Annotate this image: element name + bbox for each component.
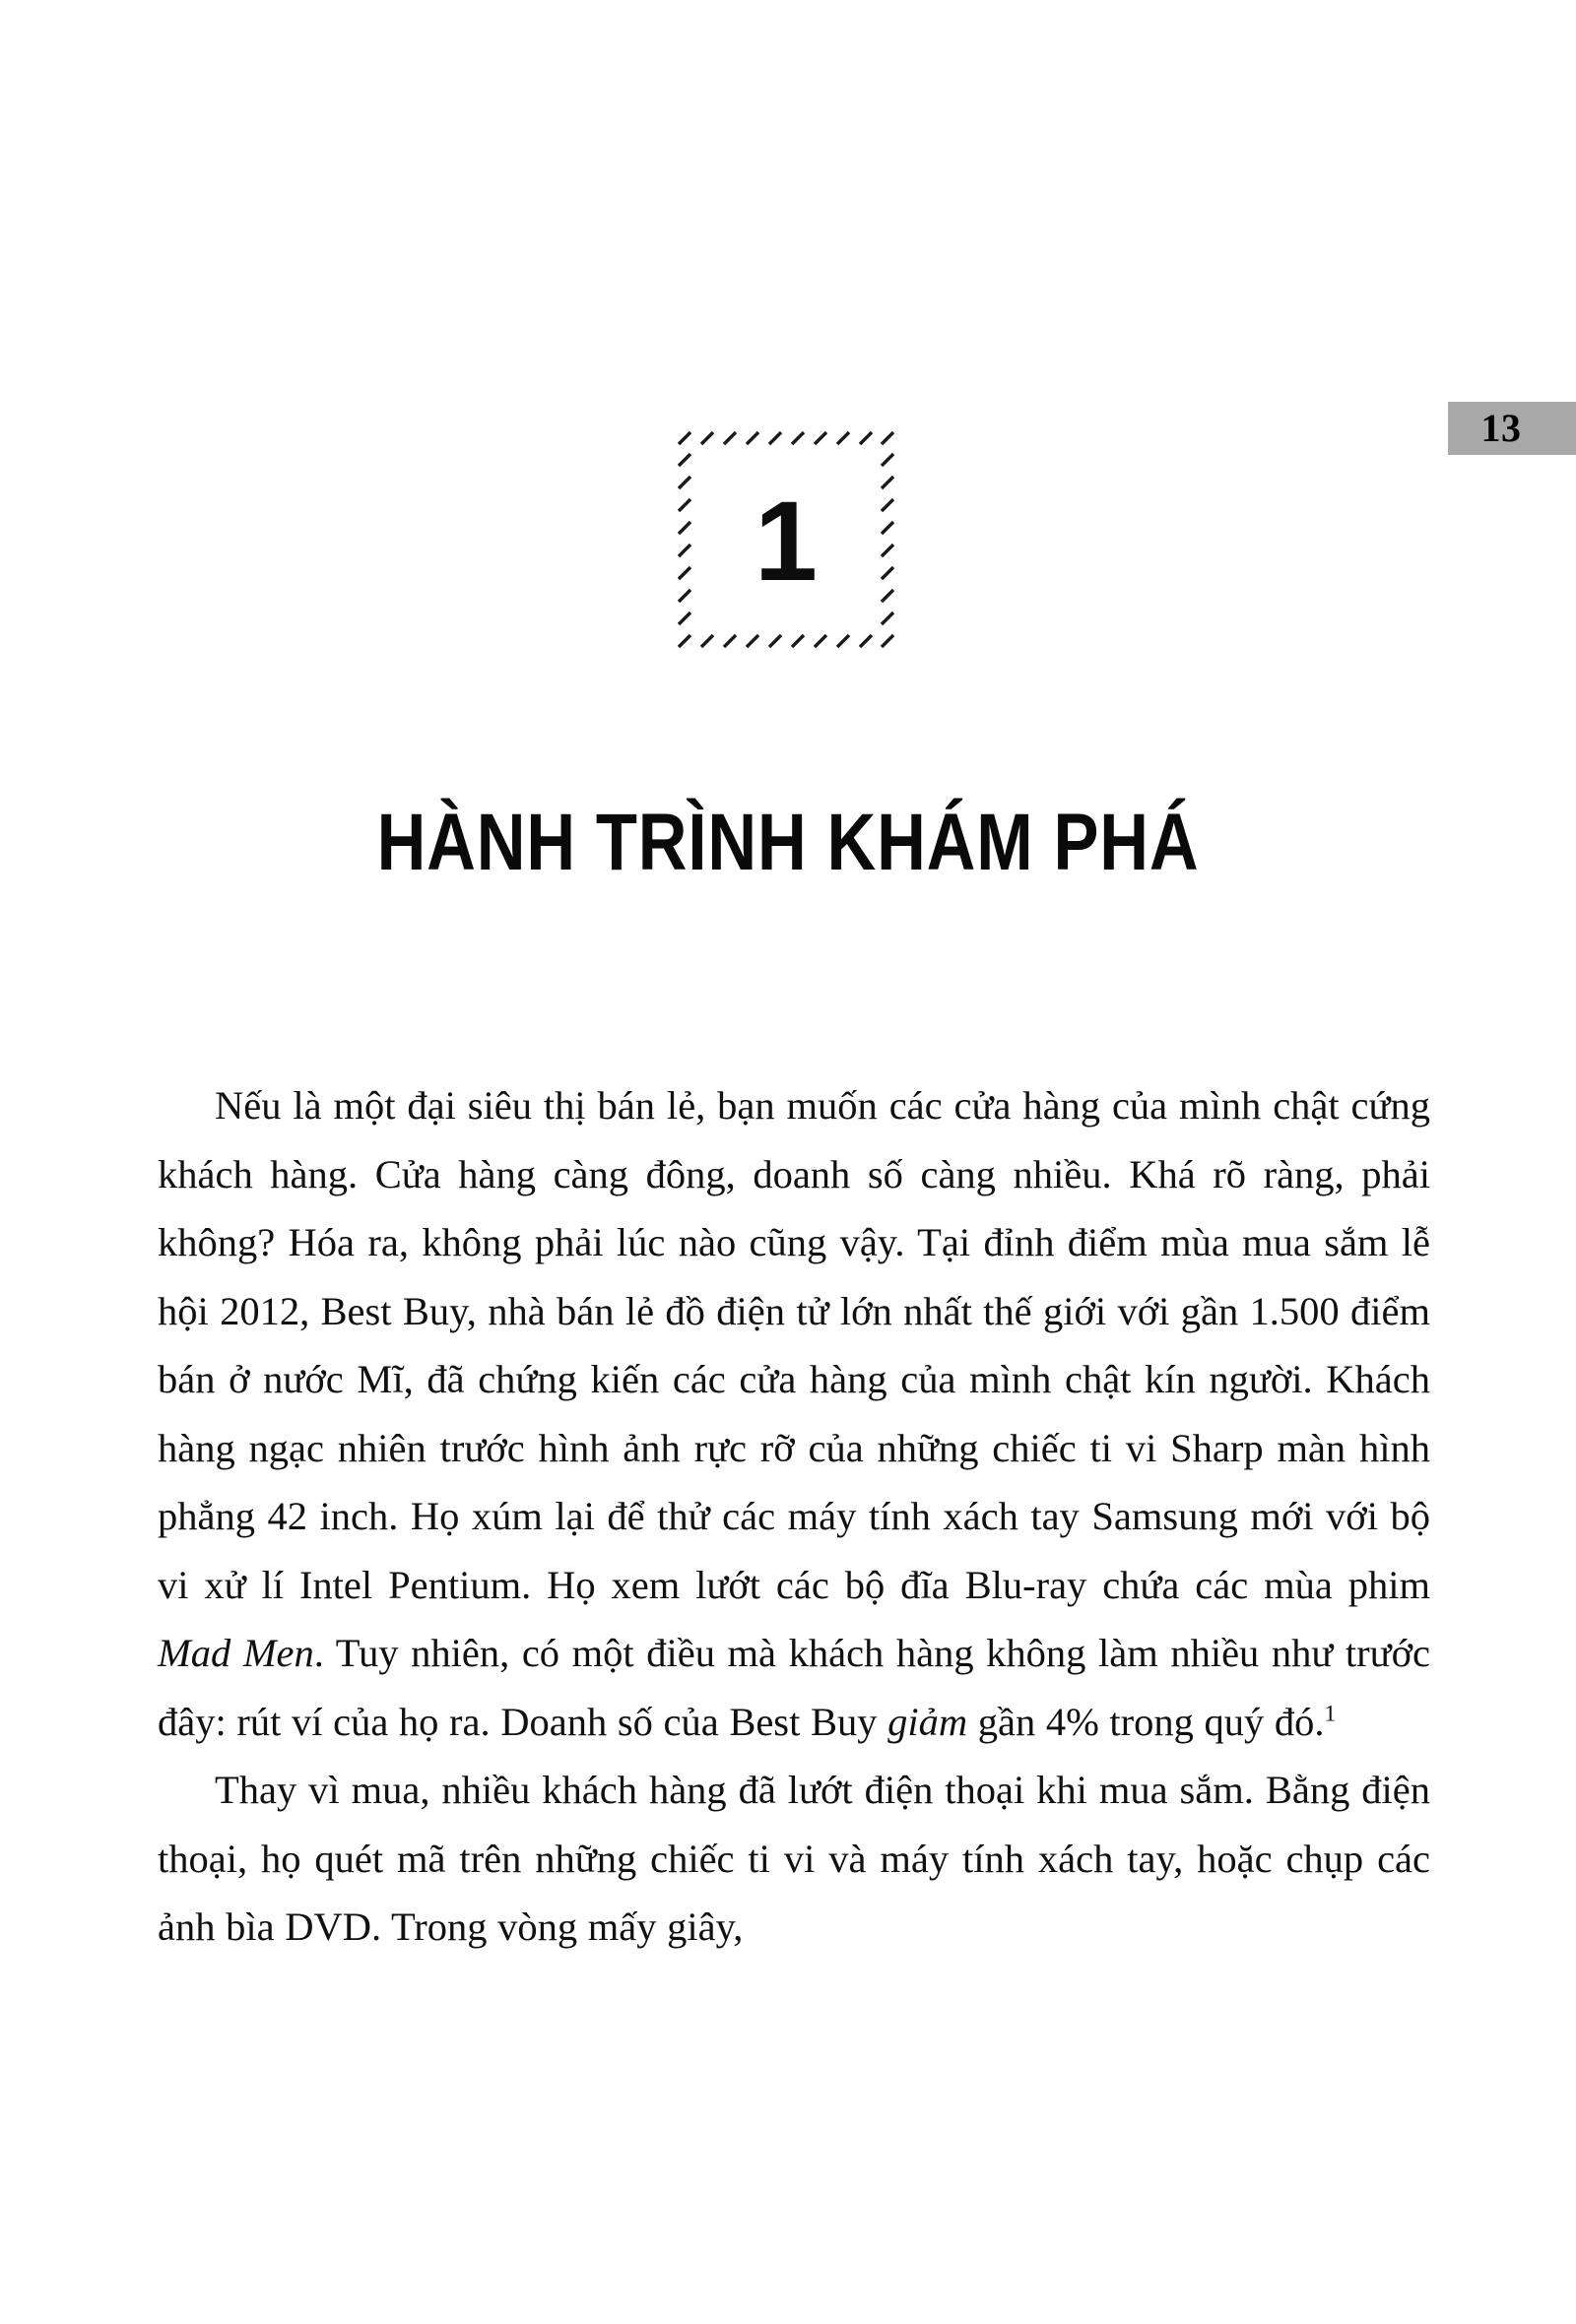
body-text bbox=[158, 1071, 1430, 1962]
chapter-number: 1 bbox=[755, 478, 818, 605]
page-number-badge bbox=[1448, 402, 1576, 455]
italic-run: Mad Men bbox=[158, 1631, 314, 1675]
footnote-marker: 1 bbox=[1324, 1701, 1337, 1726]
paragraph-2: Thay vì mua, nhiều khách hàng đã lướt điện thoại khi mua sắm. Bằng điện thoại, họ quét mã trên những chiếc ti vi và máy tính xách tay, hoặc chụp các ảnh bìa DVD. Trong vòng mấy giây, bbox=[158, 1768, 1430, 1949]
page-number: 13 bbox=[1480, 406, 1522, 450]
italic-run: giảm bbox=[887, 1699, 968, 1744]
chapter-number-ornament bbox=[677, 430, 895, 649]
paragraph-1: Nếu là một đại siêu thị bán lẻ, bạn muốn các cửa hàng của mình chật cứng khách hàng. Cửa hàng càng đông, doanh số càng nhiều. Khá rõ ràng, phải không? Hóa ra, không phải lúc nào cũng vậy. Tại đỉnh điểm mùa mua sắm lễ hội 2012, Best Buy, nhà bán lẻ đồ điện tử lớn nhất thế giới với gần 1.500 điểm bán ở nước Mĩ, đã chứng kiến các cửa hàng của mình chật kín người. Khách hàng ngạc nhiên trước hình ảnh rực rỡ của những chiếc ti vi Sharp màn hình phẳng 42 inch. Họ xúm lại để thử các máy tính xách tay Samsung mới với bộ vi xử lí Intel Pentium. Họ xem lướt các bộ đĩa Blu-ray chứa các mùa phim Mad Men. Tuy nhiên, có một điều mà khách hàng không làm nhiều như trước đây: rút ví của họ ra. Doanh số của Best Buy giảm gần 4% trong quý đó.$^1$ bbox=[158, 1083, 1430, 1744]
chapter-title: HÀNH TRÌNH KHÁM PHÁ bbox=[376, 797, 1200, 887]
